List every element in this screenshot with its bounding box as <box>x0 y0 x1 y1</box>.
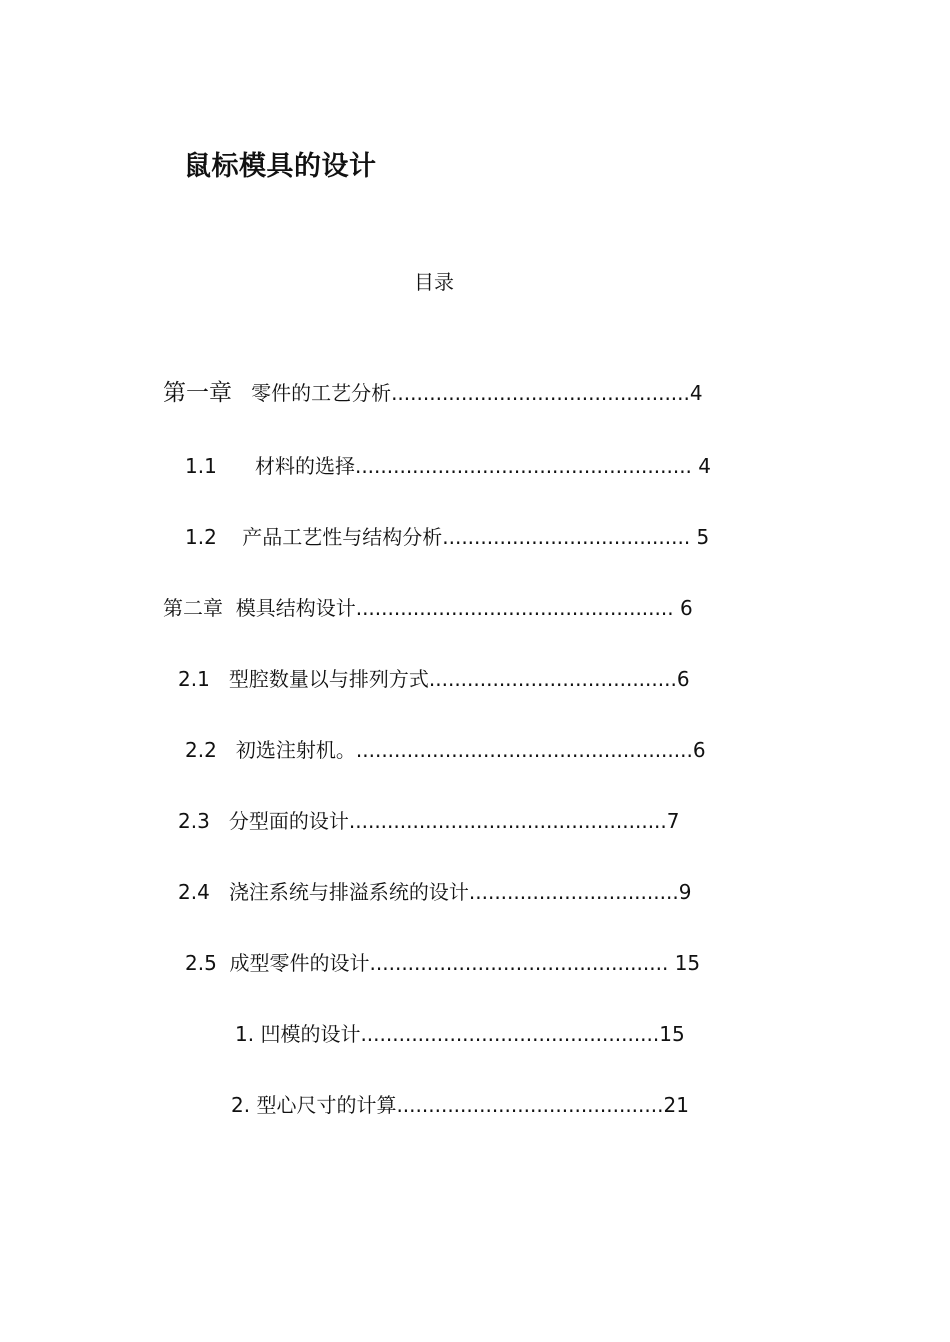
toc-entry-leader: ....................................... <box>442 525 691 549</box>
toc-entry-text: 型腔数量以与排列方式 <box>228 667 429 691</box>
toc-entry-number: 2.3 <box>178 809 210 833</box>
toc-entry-leader: ..................................................... <box>355 738 693 762</box>
toc-entry-number: 2.2 <box>185 738 217 762</box>
toc-entry-page: 9 <box>678 880 692 904</box>
toc-entry-text: 型心尺寸的计算 <box>256 1093 397 1117</box>
toc-entry-number: 2. <box>231 1093 251 1117</box>
toc-entry-page: 4 <box>689 381 703 405</box>
toc-entry-page: 15 <box>668 951 701 975</box>
toc-heading: 目录 <box>414 270 454 294</box>
toc-entry-page: 4 <box>691 454 712 478</box>
toc-entry-chapter-2[interactable] <box>163 595 693 621</box>
toc-entry-page: 6 <box>692 738 706 762</box>
toc-entry-page: 5 <box>690 525 710 549</box>
toc-entry-text: 浇注系统与排溢系统的设计 <box>228 880 469 904</box>
toc-entry-1-2[interactable] <box>185 524 709 550</box>
toc-entry-leader: ....................................... <box>428 667 677 691</box>
toc-entry-2-4[interactable] <box>178 879 691 905</box>
toc-entry-2-3[interactable] <box>178 808 680 834</box>
toc-entry-page: 6 <box>673 596 693 620</box>
toc-entry-text: 产品工艺性与结构分析 <box>242 525 443 549</box>
toc-entry-2-5-1[interactable] <box>235 1021 685 1047</box>
toc-entry-text: 零件的工艺分析 <box>251 381 392 405</box>
toc-entry-chapter-1[interactable] <box>163 380 703 406</box>
toc-entry-number: 1.2 <box>185 525 217 549</box>
toc-entry-1-1[interactable] <box>185 453 711 479</box>
toc-entry-text: 凹模的设计 <box>260 1022 361 1046</box>
toc-entry-leader: ............................................... <box>369 951 669 975</box>
document-title: 鼠标模具的设计 <box>184 151 377 182</box>
toc-entry-text: 模具结构设计 <box>235 596 356 620</box>
toc-entry-text: 初选注射机。 <box>235 738 356 762</box>
toc-entry-number: 第二章 <box>163 596 223 620</box>
toc-entry-number: 2.5 <box>185 951 217 975</box>
toc-entry-leader: ................................. <box>468 880 679 904</box>
toc-entry-leader: .................................................. <box>348 809 667 833</box>
toc-entry-2-5-2[interactable] <box>231 1092 689 1118</box>
toc-entry-2-1[interactable] <box>178 666 690 692</box>
toc-entry-leader: ............................................... <box>391 381 690 405</box>
toc-entry-leader: .................................................. <box>355 596 674 620</box>
toc-entry-text: 成型零件的设计 <box>229 951 370 975</box>
toc-entry-2-2[interactable] <box>185 737 706 763</box>
toc-entry-number: 2.1 <box>178 667 210 691</box>
toc-entry-page: 21 <box>663 1093 689 1117</box>
toc-entry-page: 15 <box>659 1022 685 1046</box>
toc-entry-number: 2.4 <box>178 880 210 904</box>
toc-entry-leader: .......................................... <box>396 1093 664 1117</box>
toc-entry-text: 材料的选择 <box>254 454 355 478</box>
toc-entry-page: 6 <box>676 667 690 691</box>
toc-entry-leader: ............................................... <box>360 1022 660 1046</box>
toc-entry-number: 1. <box>235 1022 255 1046</box>
toc-entry-number: 第一章 <box>163 380 232 406</box>
toc-entry-leader: ..................................................... <box>354 454 692 478</box>
toc-entry-text: 分型面的设计 <box>228 809 349 833</box>
toc-entry-page: 7 <box>666 809 680 833</box>
toc-entry-2-5[interactable] <box>185 950 700 976</box>
toc-entry-number: 1.1 <box>185 454 217 478</box>
